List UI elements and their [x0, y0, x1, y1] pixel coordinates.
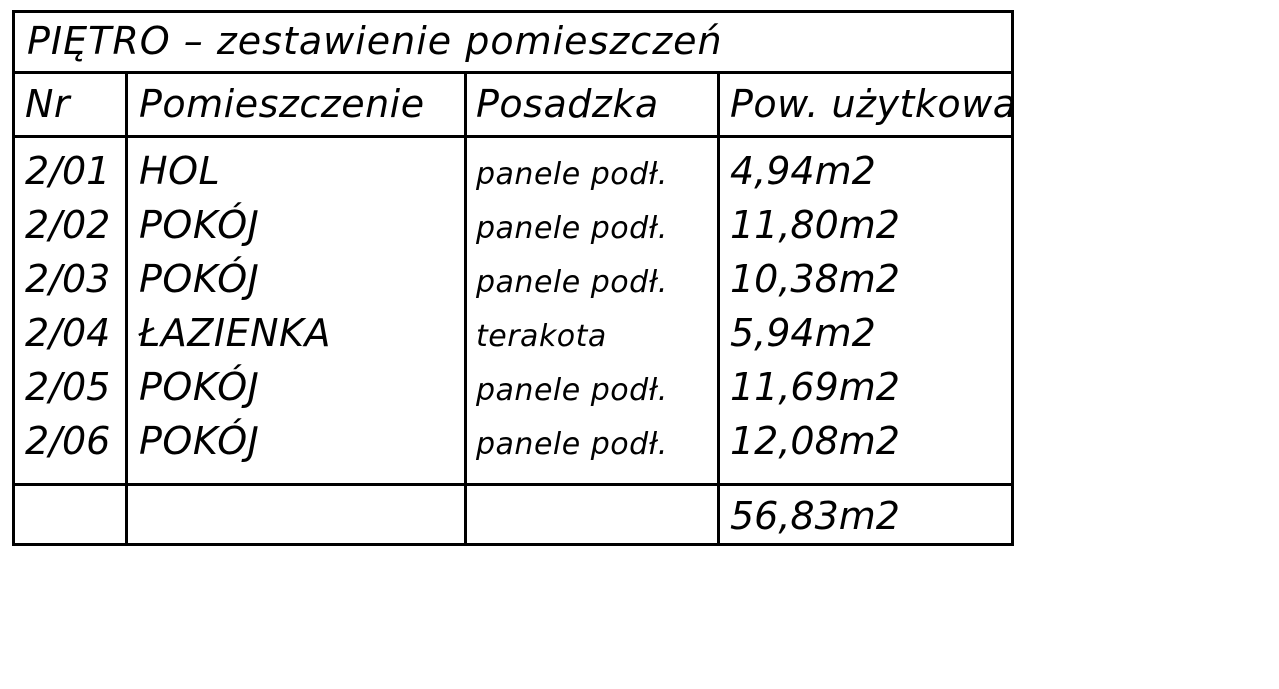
cell-floor: panele podł. [476, 157, 668, 192]
cell-floor: panele podł. [476, 427, 668, 462]
total-area: 56,83m2 [730, 494, 900, 538]
cell-floor: panele podł. [476, 211, 668, 246]
cell-room: POKÓJ [139, 203, 260, 247]
cell-room: ŁAZIENKA [139, 311, 331, 355]
table-row [15, 311, 1011, 365]
cell-floor: panele podł. [476, 373, 668, 408]
header-room: Pomieszczenie [139, 82, 425, 126]
cell-floor: panele podł. [476, 265, 668, 300]
cell-floor: terakota [476, 319, 607, 354]
cell-room: POKÓJ [139, 419, 260, 463]
cell-nr: 2/03 [25, 257, 111, 301]
header-floor: Posadzka [476, 82, 659, 126]
table-title-cell [15, 13, 1011, 74]
table-row [15, 257, 1011, 311]
cell-nr: 2/04 [25, 311, 111, 355]
cell-nr: 2/02 [25, 203, 111, 247]
cell-nr: 2/06 [25, 419, 111, 463]
table-title: PIĘTRO – zestawienie pomieszczeń [27, 19, 723, 63]
table-row [15, 419, 1011, 473]
table-row [15, 149, 1011, 203]
cell-area: 11,80m2 [730, 203, 900, 247]
cell-area: 11,69m2 [730, 365, 900, 409]
header-area: Pow. użytkowa [730, 82, 1017, 126]
total-row [15, 483, 1011, 543]
cell-area: 4,94m2 [730, 149, 876, 193]
cell-area: 10,38m2 [730, 257, 900, 301]
room-schedule-table [12, 10, 1017, 546]
cell-room: HOL [139, 149, 221, 193]
header-nr: Nr [25, 82, 71, 126]
table-row [15, 365, 1011, 419]
cell-area: 5,94m2 [730, 311, 876, 355]
table-row [15, 203, 1011, 257]
cell-area: 12,08m2 [730, 419, 900, 463]
cell-nr: 2/05 [25, 365, 111, 409]
cell-nr: 2/01 [25, 149, 111, 193]
cell-room: POKÓJ [139, 365, 260, 409]
header-row [15, 74, 1017, 138]
cell-room: POKÓJ [139, 257, 260, 301]
